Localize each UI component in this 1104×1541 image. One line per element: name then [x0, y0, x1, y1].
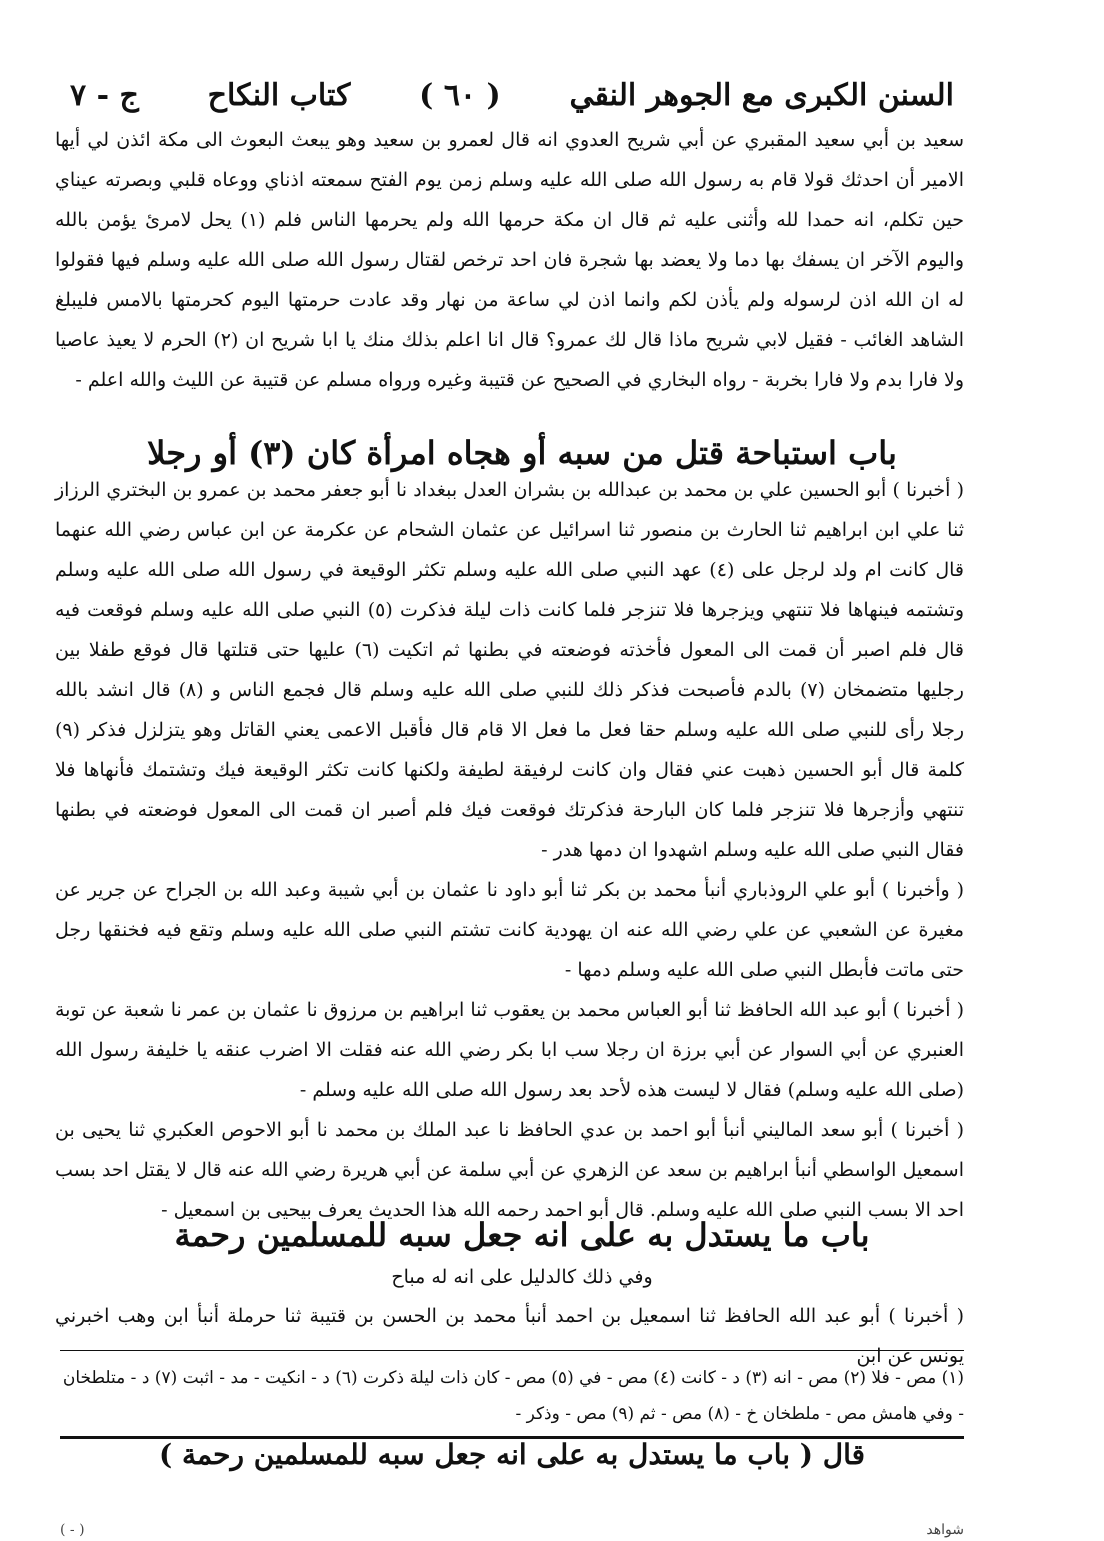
cut-off-text — [60, 1522, 964, 1538]
volume-number: ج - ٧ — [70, 77, 139, 113]
paragraph: ( أخبرنا ) أبو عبد الله الحافظ ثنا اسمعيل بن احمد أنبأ محمد بن الحسن بن قتيبة ثنا حرملة أنبأ ابن وهب اخبرني يونس عن ابن — [55, 1305, 964, 1367]
page-number: ( ٦٠ ) — [419, 77, 501, 113]
footnote-divider — [60, 1350, 964, 1351]
commentary-heading: قال ( باب ما يستدل به على انه جعل سبه للمسلمين رحمة ) — [158, 1438, 866, 1471]
cut-off-right: شواهد — [926, 1522, 964, 1538]
paragraph: ( أخبرنا ) أبو سعد الماليني أنبأ أبو احمد بن عدي الحافظ نا عبد الملك بن محمد نا أبو الاحوص العكبري ثنا يحيى بن اسمعيل الواسطي أنبأ ابراهيم بن سعد عن الزهري عن أبي سلمة عن أبي هريرة رضي الله عنه قال لا يقتل احد بسب احد الا بسب النبي صلى الله عليه وسلم. قال أبو احمد رحمه الله هذا الحديث يعرف بيحيى بن اسمعيل - — [55, 1119, 964, 1221]
chapter-subheading: وفي ذلك كالدليل على انه له مباح — [391, 1266, 653, 1288]
footnotes — [55, 1360, 964, 1432]
chapter-heading-1: باب استباحة قتل من سبه أو هجاه امرأة كان (٣) أو رجلا — [147, 434, 897, 472]
paragraph: ( أخبرنا ) أبو عبد الله الحافظ ثنا أبو العباس محمد بن يعقوب ثنا ابراهيم بن مرزوق نا عثمان بن عمر نا شعبة عن توبة العنبري عن أبي السوار عن أبي برزة ان رجلا سب ابا بكر رضي الله عنه فقلت الا اضرب عنقه يا خليفة رسول الله (صلى الله عليه وسلم) فقال لا ليست هذه لأحد بعد رسول الله صلى الله عليه وسلم - — [55, 999, 964, 1101]
page-header — [70, 70, 954, 120]
paragraph: ( وأخبرنا ) أبو علي الروذباري أنبأ محمد بن بكر ثنا أبو داود نا عثمان بن أبي شيبة وعبد الله بن الجراح عن جرير عن مغيرة عن الشعبي عن علي رضي الله عنه ان يهودية كانت تشتم النبي صلى الله عليه وسلم وتقع فيه فخنقها رجل حتى ماتت فأبطل النبي صلى الله عليه وسلم دمها - — [55, 879, 964, 981]
book-title: السنن الكبرى مع الجوهر النقي — [569, 77, 954, 113]
opening-text-block — [55, 120, 964, 400]
chapter-heading-2: باب ما يستدل به على انه جعل سبه للمسلمين رحمة — [174, 1216, 870, 1254]
hadith-text-block — [55, 470, 964, 1230]
paragraph: ( أخبرنا ) أبو الحسين علي بن محمد بن عبدالله بن بشران العدل ببغداد نا أبو جعفر محمد بن عمرو بن البختري الرزاز ثنا علي ابن ابراهيم ثنا الحارث بن منصور ثنا اسرائيل عن عثمان الشحام عن عكرمة عن ابن عباس رضي الله عنهما قال كانت ام ولد لرجل على (٤) عهد النبي صلى الله عليه وسلم تكثر الوقيعة في رسول الله صلى الله عليه وسلم وتشتمه فينهاها فلا تنتهي ويزجرها فلا تنزجر فلما كانت ذات ليلة فذكرت (٥) النبي صلى الله عليه وسلم فوقعت فيه قال فلم اصبر أن قمت الى المعول فأخذته فوضعته في بطنها ثم اتكيت (٦) عليها حتى قتلتها قال فوقع طفلا بين رجليها متضمخان (٧) بالدم فأصبحت فذكر ذلك للنبي صلى الله عليه وسلم قال فجمع الناس و (٨) قال انشد بالله رجلا رأى للنبي صلى الله عليه وسلم حقا فعل ما فعل الا قام قال فأقبل الاعمى يعني القاتل وهو يتزلزل فذكر (٩) كلمة قال أبو الحسين ذهبت عني فقال وان كانت لرفيقة لطيفة ولكنها كانت تكثر الوقيعة فيك وتشتمك فأنهاها فلا تنتهي وأزجرها فلا تنزجر فلما كان البارحة فذكرتك فوقعت فيك فلم أصبر ان قمت الى المعول فوضعته في بطنها فقال النبي صلى الله عليه وسلم اشهدوا ان دمها هدر - — [55, 479, 965, 861]
paragraph: سعيد بن أبي سعيد المقبري عن أبي شريح العدوي انه قال لعمرو بن سعيد وهو يبعث البعوث الى مكة ائذن لي أيها الامير أن احدثك قولا قام به رسول الله صلى الله عليه وسلم زمن يوم الفتح سمعته اذناي ووعاه قلبي وبصرته عيناي حين تكلم، انه حمدا لله وأثنى عليه ثم قال ان مكة حرمها الله ولم يحرمها الناس فلم (١) يحل لامرئ يؤمن بالله واليوم الآخر ان يسفك بها دما ولا يعضد بها شجرة فان احد ترخص لقتال رسول الله صلى الله عليه وسلم فيها فقولوا له ان الله اذن لرسوله ولم يأذن لكم وانما اذن لي ساعة من نهار وقد عادت حرمتها اليوم كحرمتها بالامس فليبلغ الشاهد الغائب - فقيل لابي شريح ماذا قال لك عمرو؟ قال انا اعلم بذلك منك يا ابا شريح ان (٢) الحرم لا يعيذ عاصيا ولا فارا بدم ولا فارا بخربة - رواه البخاري في الصحيح عن قتيبة وغيره ورواه مسلم عن قتيبة عن الليث والله اعلم - — [55, 129, 965, 391]
cut-off-left: ( - ) — [60, 1522, 85, 1538]
footnote-line: (١) مص - فلا (٢) مص - انه (٣) د - كانت (٤) مص - في (٥) مص - كان ذات ليلة ذكرت (٦) د - انكيت - مد - اثبت (٧) د - متلطخان - وفي هامش مص - ملطخان خ - (٨) مص - ثم (٩) مص - وذكر - — [62, 1368, 964, 1424]
chapter-name: كتاب النكاح — [207, 77, 351, 113]
